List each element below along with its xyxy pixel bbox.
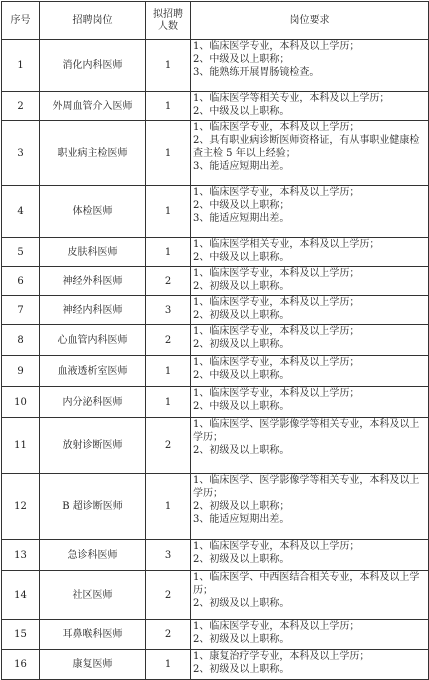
header-position: 招聘岗位 bbox=[40, 2, 146, 40]
header-serial-number: 序号 bbox=[2, 2, 40, 40]
requirement-line: 2、初级及以上职称。 bbox=[193, 554, 290, 565]
row-position: 神经外科医师 bbox=[40, 267, 146, 296]
row-requirements bbox=[191, 356, 429, 387]
row-serial-number: 7 bbox=[2, 296, 40, 325]
row-hiring-count: 1 bbox=[146, 238, 191, 267]
table-row bbox=[2, 325, 429, 356]
row-hiring-count: 2 bbox=[146, 620, 191, 650]
row-serial-number: 2 bbox=[2, 92, 40, 121]
row-position: 消化内科医师 bbox=[40, 40, 146, 92]
row-serial-number: 16 bbox=[2, 650, 40, 680]
row-requirements bbox=[191, 121, 429, 186]
row-requirements bbox=[191, 296, 429, 325]
row-serial-number: 11 bbox=[2, 418, 40, 474]
header-row bbox=[2, 2, 429, 40]
requirement-line: 2、初级及以上职称。 bbox=[193, 281, 290, 292]
requirement-line: 2、初级及以上职称。 bbox=[193, 634, 290, 645]
requirement-line: 2、初级及以上职称。 bbox=[193, 598, 290, 609]
row-serial-number: 6 bbox=[2, 267, 40, 296]
row-requirements bbox=[191, 325, 429, 356]
requirement-line: 2、中级及以上职称； bbox=[193, 200, 290, 211]
table-row bbox=[2, 474, 429, 540]
requirement-line: 2、中级及以上职称。 bbox=[193, 370, 290, 381]
header-requirements: 岗位要求 bbox=[191, 2, 429, 40]
requirement-line: 2、初级及以上职称。 bbox=[193, 664, 290, 675]
requirement-line: 1、临床医学、医学影像学等相关专业，本科及以上学历； bbox=[193, 419, 420, 443]
table-row bbox=[2, 121, 429, 186]
row-requirements bbox=[191, 418, 429, 474]
row-position: 皮肤科医师 bbox=[40, 238, 146, 267]
row-position: 社区医师 bbox=[40, 571, 146, 620]
row-hiring-count: 1 bbox=[146, 387, 191, 418]
row-serial-number: 3 bbox=[2, 121, 40, 186]
requirement-line: 2、初级及以上职称。 bbox=[193, 339, 290, 350]
table-row bbox=[2, 571, 429, 620]
requirement-line: 1、临床医学专业，本科及以上学历； bbox=[193, 541, 360, 552]
row-position: 内分泌科医师 bbox=[40, 387, 146, 418]
row-hiring-count: 1 bbox=[146, 121, 191, 186]
row-hiring-count: 1 bbox=[146, 92, 191, 121]
row-position: B 超诊断医师 bbox=[40, 474, 146, 540]
row-hiring-count: 2 bbox=[146, 571, 191, 620]
table-row bbox=[2, 238, 429, 267]
recruitment-table bbox=[1, 1, 429, 680]
header-hiring-count-line1: 拟招聘 bbox=[153, 8, 183, 20]
table-row bbox=[2, 267, 429, 296]
row-requirements bbox=[191, 267, 429, 296]
row-hiring-count: 2 bbox=[146, 418, 191, 474]
row-serial-number: 14 bbox=[2, 571, 40, 620]
requirement-line: 2、具有职业病诊断医师资格证，有从事职业健康检查主检 5 年以上经验； bbox=[193, 135, 420, 159]
row-position: 职业病主检医师 bbox=[40, 121, 146, 186]
row-position: 康复医师 bbox=[40, 650, 146, 680]
requirement-line: 1、康复治疗学专业，本科及以上学历； bbox=[193, 651, 370, 662]
row-position: 心血管内科医师 bbox=[40, 325, 146, 356]
requirement-line: 1、临床医学专业，本科及以上学历； bbox=[193, 268, 360, 279]
requirement-line: 1、临床医学专业，本科及以上学历； bbox=[193, 357, 360, 368]
row-requirements bbox=[191, 540, 429, 571]
row-serial-number: 13 bbox=[2, 540, 40, 571]
requirement-line: 3、能适应短期出差。 bbox=[193, 161, 290, 172]
requirement-line: 1、临床医学专业，本科及以上学历； bbox=[193, 297, 360, 308]
table-row bbox=[2, 418, 429, 474]
requirement-line: 2、初级及以上职称。 bbox=[193, 310, 290, 321]
requirement-line: 3、能适应短期出差。 bbox=[193, 213, 290, 224]
row-requirements bbox=[191, 387, 429, 418]
row-requirements bbox=[191, 40, 429, 92]
row-hiring-count: 1 bbox=[146, 186, 191, 238]
requirement-line: 1、临床医学专业，本科及以上学历； bbox=[193, 41, 360, 52]
table-row bbox=[2, 296, 429, 325]
row-serial-number: 4 bbox=[2, 186, 40, 238]
row-serial-number: 15 bbox=[2, 620, 40, 650]
requirement-line: 2、中级及以上职称。 bbox=[193, 106, 290, 117]
requirement-line: 2、中级及以上职称。 bbox=[193, 401, 290, 412]
table-row bbox=[2, 356, 429, 387]
row-requirements bbox=[191, 92, 429, 121]
table-row bbox=[2, 92, 429, 121]
row-position: 外周血管介入医师 bbox=[40, 92, 146, 121]
row-serial-number: 1 bbox=[2, 40, 40, 92]
row-position: 体检医师 bbox=[40, 186, 146, 238]
table-row bbox=[2, 540, 429, 571]
row-requirements bbox=[191, 474, 429, 540]
row-position: 放射诊断医师 bbox=[40, 418, 146, 474]
row-requirements bbox=[191, 620, 429, 650]
table-row bbox=[2, 650, 429, 680]
requirement-line: 1、临床医学专业，本科及以上学历； bbox=[193, 187, 360, 198]
row-hiring-count: 1 bbox=[146, 650, 191, 680]
requirement-line: 1、临床医学等相关专业，本科及以上学历； bbox=[193, 93, 390, 104]
row-hiring-count: 1 bbox=[146, 356, 191, 387]
row-requirements bbox=[191, 238, 429, 267]
requirement-line: 1、临床医学相关专业，本科及以上学历； bbox=[193, 239, 380, 250]
requirement-line: 3、能熟练开展胃肠镜检查。 bbox=[193, 67, 320, 78]
requirement-line: 3、能适应短期出差。 bbox=[193, 514, 290, 525]
row-hiring-count: 2 bbox=[146, 325, 191, 356]
requirement-line: 1、临床医学专业，本科及以上学历； bbox=[193, 122, 360, 133]
header-hiring-count bbox=[146, 2, 191, 40]
requirement-line: 1、临床医学、医学影像学等相关专业，本科及以上学历； bbox=[193, 475, 420, 499]
requirement-line: 2、中级及以上职称； bbox=[193, 54, 290, 65]
table-row bbox=[2, 387, 429, 418]
table-body bbox=[2, 40, 429, 680]
table-row bbox=[2, 186, 429, 238]
row-requirements bbox=[191, 650, 429, 680]
row-position: 耳鼻喉科医师 bbox=[40, 620, 146, 650]
requirement-line: 1、临床医学、中西医结合相关专业，本科及以上学历； bbox=[193, 572, 420, 596]
row-hiring-count: 3 bbox=[146, 540, 191, 571]
row-position: 急诊科医师 bbox=[40, 540, 146, 571]
row-serial-number: 12 bbox=[2, 474, 40, 540]
requirement-line: 1、临床医学专业，本科及以上学历； bbox=[193, 621, 360, 632]
header-hiring-count-line2: 人数 bbox=[158, 20, 178, 32]
row-position: 血液透析室医师 bbox=[40, 356, 146, 387]
requirement-line: 2、中级及以上职称。 bbox=[193, 252, 290, 263]
table-row bbox=[2, 620, 429, 650]
row-hiring-count: 1 bbox=[146, 474, 191, 540]
row-serial-number: 8 bbox=[2, 325, 40, 356]
row-hiring-count: 2 bbox=[146, 267, 191, 296]
row-hiring-count: 1 bbox=[146, 40, 191, 92]
row-serial-number: 9 bbox=[2, 356, 40, 387]
requirement-line: 2、初级及以上职称； bbox=[193, 501, 290, 512]
requirement-line: 2、初级及以上职称。 bbox=[193, 445, 290, 456]
row-requirements bbox=[191, 571, 429, 620]
table-row bbox=[2, 40, 429, 92]
requirement-line: 1、临床医学专业，本科及以上学历； bbox=[193, 388, 360, 399]
row-requirements bbox=[191, 186, 429, 238]
requirement-line: 1、临床医学专业，本科及以上学历； bbox=[193, 326, 360, 337]
row-position: 神经内科医师 bbox=[40, 296, 146, 325]
row-serial-number: 5 bbox=[2, 238, 40, 267]
row-hiring-count: 3 bbox=[146, 296, 191, 325]
row-serial-number: 10 bbox=[2, 387, 40, 418]
